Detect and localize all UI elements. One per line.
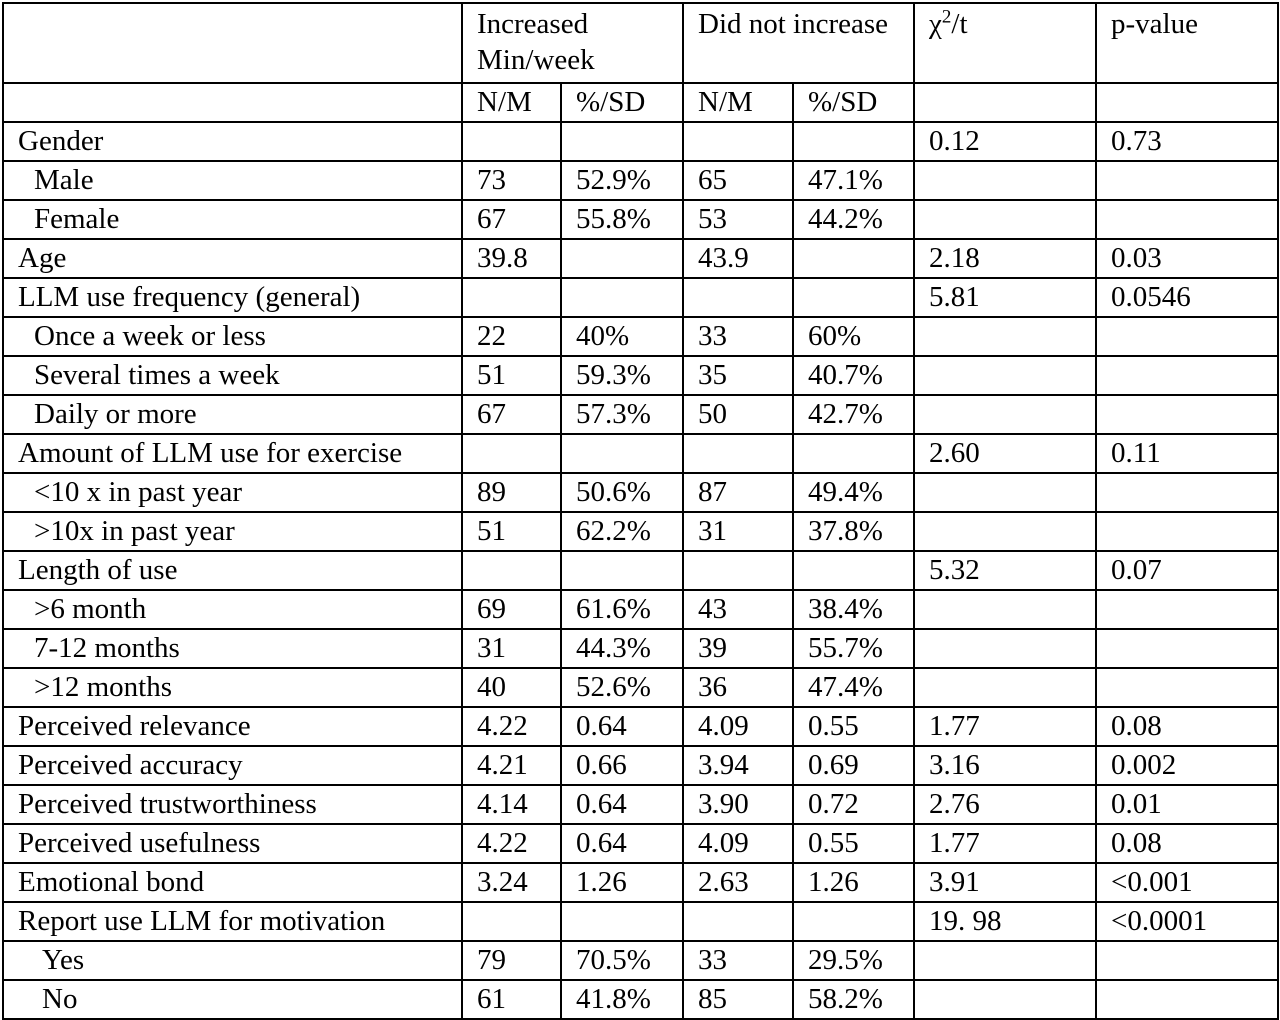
increased-percent-sd: 55.8% [561, 200, 683, 239]
not-increased-value: 4.09 [683, 707, 793, 746]
table-row [3, 824, 1278, 863]
table-row [3, 356, 1278, 395]
header-stat-superscript: 2 [941, 6, 952, 28]
not-increased-percent-sd: 47.1% [793, 161, 914, 200]
test-statistic [914, 356, 1096, 395]
not-increased-value: 2.63 [683, 863, 793, 902]
test-statistic: 0.12 [914, 122, 1096, 161]
increased-value: 40 [462, 668, 561, 707]
table-row [3, 200, 1278, 239]
increased-percent-sd: 1.26 [561, 863, 683, 902]
not-increased-percent-sd: 37.8% [793, 512, 914, 551]
table-row [3, 473, 1278, 512]
test-statistic [914, 629, 1096, 668]
increased-value: 51 [462, 512, 561, 551]
row-label: Several times a week [3, 356, 462, 395]
table-row [3, 629, 1278, 668]
not-increased-value [683, 278, 793, 317]
p-value [1096, 590, 1278, 629]
increased-percent-sd: 57.3% [561, 395, 683, 434]
increased-value: 4.21 [462, 746, 561, 785]
test-statistic: 3.91 [914, 863, 1096, 902]
increased-value [462, 551, 561, 590]
p-value: 0.03 [1096, 239, 1278, 278]
not-increased-percent-sd: 42.7% [793, 395, 914, 434]
row-label: <10 x in past year [3, 473, 462, 512]
increased-value: 69 [462, 590, 561, 629]
not-increased-value: 43 [683, 590, 793, 629]
header-did-not-increase: Did not increase [683, 3, 914, 83]
not-increased-percent-sd: 1.26 [793, 863, 914, 902]
not-increased-percent-sd: 0.69 [793, 746, 914, 785]
not-increased-value [683, 551, 793, 590]
increased-percent-sd: 0.64 [561, 785, 683, 824]
increased-value: 4.14 [462, 785, 561, 824]
p-value: <0.001 [1096, 863, 1278, 902]
increased-percent-sd [561, 902, 683, 941]
increased-value: 31 [462, 629, 561, 668]
p-value [1096, 941, 1278, 980]
test-statistic [914, 512, 1096, 551]
not-increased-percent-sd: 47.4% [793, 668, 914, 707]
header-blank [3, 3, 462, 83]
row-label: 7-12 months [3, 629, 462, 668]
increased-percent-sd: 62.2% [561, 512, 683, 551]
increased-value: 61 [462, 980, 561, 1019]
increased-percent-sd: 61.6% [561, 590, 683, 629]
test-statistic [914, 668, 1096, 707]
row-label: No [3, 980, 462, 1019]
not-increased-percent-sd: 49.4% [793, 473, 914, 512]
increased-value: 4.22 [462, 824, 561, 863]
row-label: Length of use [3, 551, 462, 590]
table-row [3, 551, 1278, 590]
not-increased-value: 31 [683, 512, 793, 551]
table-row [3, 434, 1278, 473]
p-value: 0.0546 [1096, 278, 1278, 317]
test-statistic [914, 200, 1096, 239]
subheader-pct-1: %/SD [561, 83, 683, 122]
not-increased-value: 4.09 [683, 824, 793, 863]
not-increased-percent-sd [793, 902, 914, 941]
row-label: >12 months [3, 668, 462, 707]
not-increased-percent-sd [793, 239, 914, 278]
p-value [1096, 200, 1278, 239]
not-increased-value: 3.94 [683, 746, 793, 785]
row-label: Once a week or less [3, 317, 462, 356]
row-label: Perceived usefulness [3, 824, 462, 863]
row-label: Perceived relevance [3, 707, 462, 746]
p-value [1096, 980, 1278, 1019]
subheader-blank [3, 83, 462, 122]
p-value: 0.08 [1096, 707, 1278, 746]
p-value [1096, 161, 1278, 200]
test-statistic: 1.77 [914, 824, 1096, 863]
table-row [3, 395, 1278, 434]
table-row [3, 863, 1278, 902]
test-statistic [914, 161, 1096, 200]
p-value: 0.07 [1096, 551, 1278, 590]
increased-value: 51 [462, 356, 561, 395]
table-row [3, 902, 1278, 941]
not-increased-percent-sd: 40.7% [793, 356, 914, 395]
p-value [1096, 512, 1278, 551]
not-increased-value: 43.9 [683, 239, 793, 278]
test-statistic: 2.18 [914, 239, 1096, 278]
test-statistic [914, 473, 1096, 512]
header-statistic [914, 3, 1096, 83]
p-value: 0.08 [1096, 824, 1278, 863]
not-increased-value: 36 [683, 668, 793, 707]
increased-percent-sd: 59.3% [561, 356, 683, 395]
increased-value: 79 [462, 941, 561, 980]
increased-percent-sd: 0.66 [561, 746, 683, 785]
not-increased-value: 33 [683, 941, 793, 980]
table-row [3, 512, 1278, 551]
increased-percent-sd [561, 551, 683, 590]
test-statistic: 2.76 [914, 785, 1096, 824]
not-increased-percent-sd [793, 122, 914, 161]
test-statistic [914, 980, 1096, 1019]
p-value: 0.002 [1096, 746, 1278, 785]
p-value [1096, 473, 1278, 512]
increased-percent-sd [561, 122, 683, 161]
not-increased-percent-sd [793, 278, 914, 317]
table-row [3, 746, 1278, 785]
not-increased-percent-sd: 0.72 [793, 785, 914, 824]
table-row [3, 785, 1278, 824]
increased-value: 67 [462, 200, 561, 239]
row-label: Perceived trustworthiness [3, 785, 462, 824]
increased-value: 67 [462, 395, 561, 434]
increased-value: 39.8 [462, 239, 561, 278]
not-increased-percent-sd: 60% [793, 317, 914, 356]
table-row [3, 278, 1278, 317]
subheader-row [3, 83, 1278, 122]
not-increased-value [683, 434, 793, 473]
subheader-nm-2: N/M [683, 83, 793, 122]
test-statistic: 3.16 [914, 746, 1096, 785]
not-increased-percent-sd: 55.7% [793, 629, 914, 668]
not-increased-percent-sd [793, 551, 914, 590]
increased-percent-sd: 52.9% [561, 161, 683, 200]
test-statistic [914, 941, 1096, 980]
not-increased-value: 85 [683, 980, 793, 1019]
increased-value: 22 [462, 317, 561, 356]
row-label: Report use LLM for motivation [3, 902, 462, 941]
p-value [1096, 317, 1278, 356]
increased-value [462, 902, 561, 941]
header-row [3, 3, 1278, 83]
p-value: 0.73 [1096, 122, 1278, 161]
increased-percent-sd [561, 278, 683, 317]
increased-percent-sd: 50.6% [561, 473, 683, 512]
row-label: >10x in past year [3, 512, 462, 551]
table-row [3, 239, 1278, 278]
table-row [3, 161, 1278, 200]
increased-percent-sd: 0.64 [561, 824, 683, 863]
not-increased-value: 87 [683, 473, 793, 512]
p-value: <0.0001 [1096, 902, 1278, 941]
not-increased-percent-sd: 44.2% [793, 200, 914, 239]
table-row [3, 317, 1278, 356]
test-statistic: 19. 98 [914, 902, 1096, 941]
p-value [1096, 629, 1278, 668]
test-statistic: 1.77 [914, 707, 1096, 746]
increased-value [462, 434, 561, 473]
row-label: Gender [3, 122, 462, 161]
header-increased: Increased Min/week [462, 3, 683, 83]
test-statistic: 5.81 [914, 278, 1096, 317]
header-stat-symbol: χ [929, 8, 942, 40]
not-increased-value [683, 122, 793, 161]
subheader-blank-p [1096, 83, 1278, 122]
results-table [2, 2, 1279, 1020]
table-row [3, 707, 1278, 746]
increased-percent-sd: 41.8% [561, 980, 683, 1019]
row-label: Amount of LLM use for exercise [3, 434, 462, 473]
row-label: Age [3, 239, 462, 278]
not-increased-value: 53 [683, 200, 793, 239]
row-label: >6 month [3, 590, 462, 629]
header-pvalue: p-value [1096, 3, 1278, 83]
table-row [3, 590, 1278, 629]
not-increased-value: 50 [683, 395, 793, 434]
p-value: 0.11 [1096, 434, 1278, 473]
not-increased-percent-sd: 58.2% [793, 980, 914, 1019]
increased-value: 3.24 [462, 863, 561, 902]
not-increased-percent-sd: 29.5% [793, 941, 914, 980]
increased-value: 89 [462, 473, 561, 512]
increased-percent-sd [561, 434, 683, 473]
increased-value: 4.22 [462, 707, 561, 746]
p-value [1096, 668, 1278, 707]
table-row [3, 668, 1278, 707]
increased-value [462, 278, 561, 317]
p-value [1096, 395, 1278, 434]
row-label: Emotional bond [3, 863, 462, 902]
not-increased-value: 35 [683, 356, 793, 395]
p-value: 0.01 [1096, 785, 1278, 824]
not-increased-percent-sd: 0.55 [793, 824, 914, 863]
increased-percent-sd [561, 239, 683, 278]
not-increased-value: 3.90 [683, 785, 793, 824]
row-label: LLM use frequency (general) [3, 278, 462, 317]
row-label: Perceived accuracy [3, 746, 462, 785]
test-statistic [914, 590, 1096, 629]
not-increased-value [683, 902, 793, 941]
subheader-nm-1: N/M [462, 83, 561, 122]
subheader-pct-2: %/SD [793, 83, 914, 122]
test-statistic: 2.60 [914, 434, 1096, 473]
test-statistic: 5.32 [914, 551, 1096, 590]
row-label: Yes [3, 941, 462, 980]
row-label: Female [3, 200, 462, 239]
not-increased-value: 65 [683, 161, 793, 200]
header-stat-suffix: /t [951, 8, 968, 40]
increased-value: 73 [462, 161, 561, 200]
not-increased-percent-sd: 0.55 [793, 707, 914, 746]
increased-percent-sd: 44.3% [561, 629, 683, 668]
row-label: Male [3, 161, 462, 200]
test-statistic [914, 317, 1096, 356]
table-row [3, 980, 1278, 1019]
not-increased-percent-sd [793, 434, 914, 473]
not-increased-percent-sd: 38.4% [793, 590, 914, 629]
increased-percent-sd: 0.64 [561, 707, 683, 746]
increased-value [462, 122, 561, 161]
p-value [1096, 356, 1278, 395]
test-statistic [914, 395, 1096, 434]
not-increased-value: 39 [683, 629, 793, 668]
row-label: Daily or more [3, 395, 462, 434]
increased-percent-sd: 40% [561, 317, 683, 356]
table-row [3, 941, 1278, 980]
table-row [3, 122, 1278, 161]
not-increased-value: 33 [683, 317, 793, 356]
increased-percent-sd: 70.5% [561, 941, 683, 980]
subheader-blank-stat [914, 83, 1096, 122]
increased-percent-sd: 52.6% [561, 668, 683, 707]
